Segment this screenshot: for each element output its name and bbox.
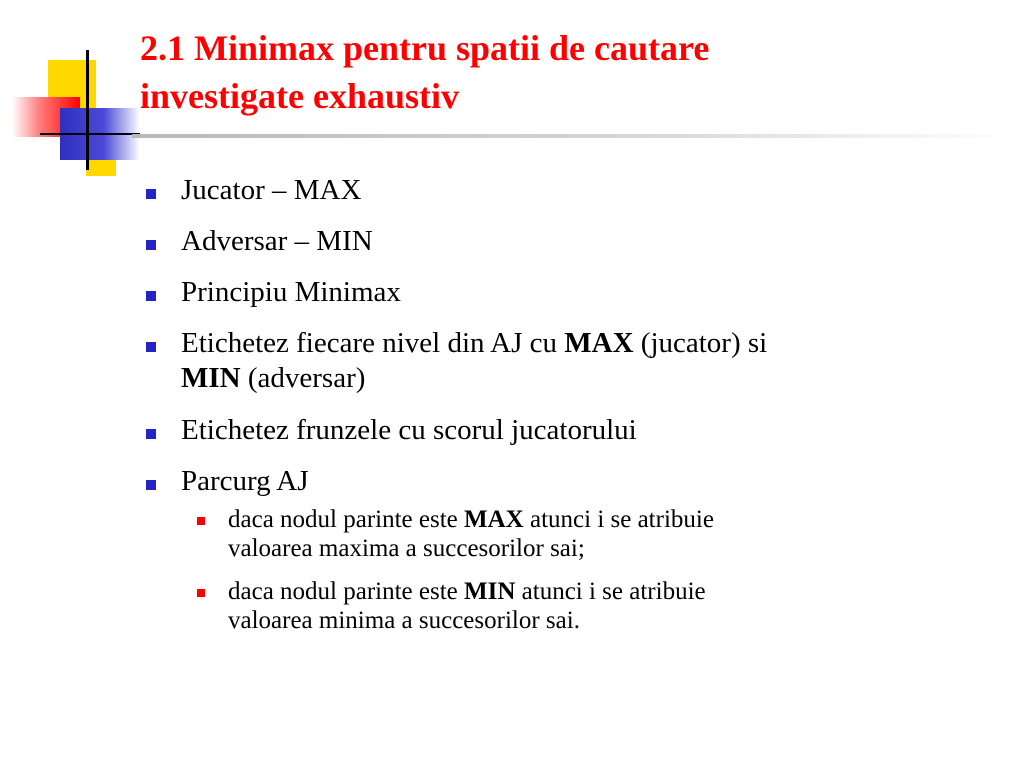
- square-bullet-icon: [146, 342, 156, 352]
- sub-bullet-text: atunci i se atribuie: [523, 506, 714, 533]
- square-bullet-icon: [146, 291, 156, 301]
- slide-title-line1: 2.1 Minimax pentru spatii de cautare: [140, 28, 710, 68]
- bullet-bold-min: MIN: [181, 362, 241, 394]
- logo-vertical-line: [86, 50, 89, 170]
- square-bullet-icon: [146, 240, 156, 250]
- square-bullet-icon: [146, 189, 156, 199]
- bullet-text: (jucator) si: [633, 327, 768, 359]
- sub-bullet-bold: MAX: [464, 506, 524, 533]
- square-bullet-icon: [146, 429, 156, 439]
- logo-horizontal-line: [40, 133, 140, 135]
- list-item: [144, 224, 1004, 259]
- square-bullet-icon: [146, 480, 156, 490]
- list-item: [144, 275, 1004, 310]
- sub-list-item: [181, 577, 1004, 635]
- square-sub-bullet-icon: [197, 517, 205, 525]
- sub-bullet-text: daca nodul parinte este: [228, 578, 465, 605]
- bullet-text: Etichetez fiecare nivel din AJ cu: [181, 327, 565, 359]
- bullet-text: (adversar): [240, 362, 366, 394]
- list-item: [144, 326, 1004, 396]
- slide-title: [140, 24, 1000, 120]
- bullet-list: [144, 173, 1004, 651]
- sub-list-item: [181, 505, 1004, 563]
- sub-bullet-text: valoarea maxima a succesorilor sai;: [228, 535, 585, 562]
- sub-bullet-bold: MIN: [464, 578, 516, 605]
- bullet-text: Jucator – MAX: [181, 174, 362, 206]
- square-sub-bullet-icon: [197, 589, 205, 597]
- sub-bullet-list: [181, 505, 1004, 635]
- list-item: [144, 464, 1004, 635]
- bullet-text: Etichetez frunzele cu scorul jucatorului: [181, 414, 637, 446]
- bullet-bold-max: MAX: [564, 327, 634, 359]
- bullet-text: Principiu Minimax: [181, 276, 401, 308]
- list-item: [144, 413, 1004, 448]
- bullet-text: Adversar – MIN: [181, 225, 373, 257]
- list-item: [144, 173, 1004, 208]
- colored-squares-logo: [0, 0, 150, 180]
- bullet-text: Parcurg AJ: [181, 465, 309, 497]
- sub-bullet-text: valoarea minima a succesorilor sai.: [228, 607, 580, 634]
- title-underline: [132, 134, 1012, 138]
- sub-bullet-text: atunci i se atribuie: [515, 578, 706, 605]
- sub-bullet-text: daca nodul parinte este: [228, 506, 465, 533]
- slide-title-line2: investigate exhaustiv: [140, 76, 459, 116]
